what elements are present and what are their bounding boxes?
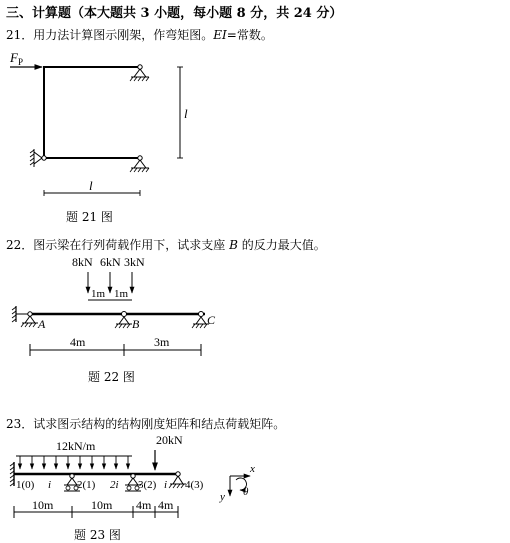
q21-text-after: =常数。 [226, 28, 273, 42]
q22-text-after: 的反力最大值。 [237, 238, 326, 252]
q22-support-a [21, 316, 38, 327]
q21-width-label: l [89, 178, 93, 193]
q23-axis-y: y [220, 491, 225, 503]
question-23-text: 23．试求图示结构的结构刚度矩阵和结点荷载矩阵。 [6, 417, 286, 431]
q23-node-1: 1(0) [16, 479, 35, 491]
q23-dist-load-label: 12kN/m [56, 439, 96, 453]
q21-caption: 题 21 图 [66, 210, 113, 224]
q22-load-3: 3kN [124, 255, 145, 269]
q21-force-label: $F_P$ [10, 50, 23, 67]
q23-axis-theta: θ [243, 486, 249, 498]
q23-span-1: 10m [32, 498, 54, 512]
q23-node-3: 3(2) [138, 479, 157, 491]
q23-coordinate-system [219, 463, 255, 503]
q22-load-2: 6kN [100, 255, 121, 269]
q22-point-a: A [38, 317, 46, 331]
q23-stiffness-3: i [164, 479, 168, 491]
q23-dist-load-arrows [20, 456, 128, 469]
q21-frame-diagram [9, 50, 188, 193]
q22-span-2: 3m [154, 335, 170, 349]
q21-ei: EI [213, 28, 227, 42]
q23-caption: 题 23 图 [74, 528, 121, 542]
q22-spacing-1: 1m [91, 288, 106, 300]
q21-height-label: l [184, 106, 188, 121]
q22-left-wall-support [12, 306, 32, 322]
q22-point-b: B [132, 317, 140, 331]
q22-support: B [229, 238, 238, 252]
q23-fixed-support [10, 462, 14, 486]
q22-spacing-2: 1m [114, 288, 129, 300]
section-header: 三、计算题（本大题共 3 小题，每小题 8 分，共 24 分） [6, 6, 343, 21]
q23-span-3: 4m [136, 498, 152, 512]
q23-node-2: 2(1) [77, 479, 96, 491]
q23-stiffness-1: i [48, 479, 52, 491]
q21-text-before: 21．用力法计算图示刚架，作弯矩图。 [6, 28, 214, 42]
q22-point-c: C [207, 313, 216, 327]
q21-frame [44, 67, 140, 158]
q22-caption: 题 22 图 [88, 370, 135, 384]
q23-point-load-label: 20kN [156, 433, 183, 447]
q23-span-2: 10m [91, 498, 113, 512]
q22-load-1: 8kN [72, 255, 93, 269]
q22-text-before: 22．图示梁在行列荷载作用下，试求支座 [6, 238, 230, 252]
q23-node-4: 4(3) [185, 479, 204, 491]
q22-beam-diagram [12, 255, 216, 356]
q23-beam-diagram [10, 433, 255, 518]
q22-span-1: 4m [70, 335, 86, 349]
q23-axis-x: x [250, 463, 255, 475]
q23-stiffness-2: 2i [110, 479, 119, 491]
q23-span-4: 4m [158, 498, 174, 512]
